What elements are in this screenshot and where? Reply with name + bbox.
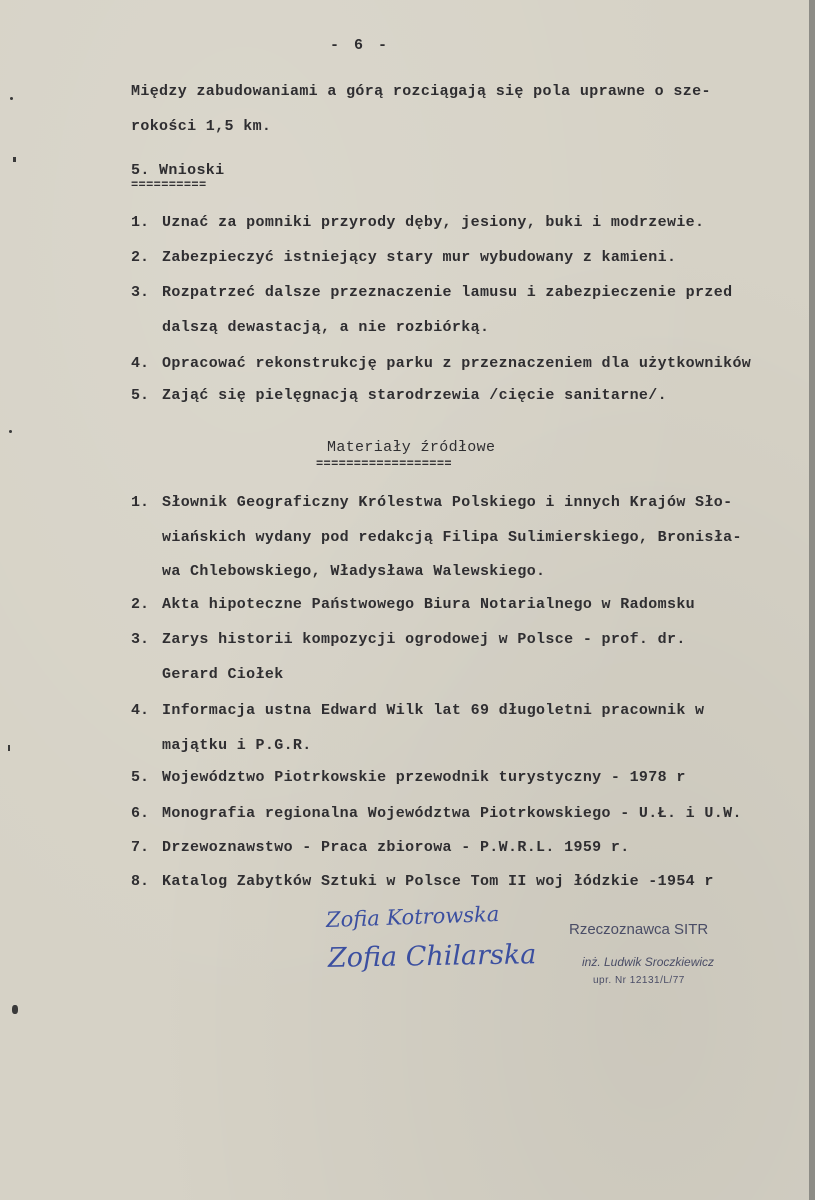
source-3-line-1: Zarys historii kompozycji ogrodowej w Polsce - prof. dr. [162,631,686,648]
conclusion-3-line-1: Rozpatrzeć dalsze przeznaczenie lamusu i zabezpieczenie przed [162,284,733,301]
source-3-line-2: Gerard Ciołek [162,666,284,683]
conclusion-4-number: 4. [131,355,150,372]
handwritten-signature-2: Zofia Chilarska [327,939,537,974]
source-2-line-1: Akta hipoteczne Państwowego Biura Notarialnego w Radomsku [162,596,696,613]
source-4-line-1: Informacja ustna Edward Wilk lat 69 długoletni pracownik w [162,702,705,719]
source-1-line-3: wa Chlebowskiego, Władysława Walewskiego. [162,563,546,580]
source-4-number: 4. [131,702,150,719]
conclusions-heading-underline: ========== [131,178,207,192]
source-8-line-1: Katalog Zabytków Sztuki w Polsce Tom II woj łódzkie -1954 r [162,873,714,890]
conclusion-4-line-1: Opracować rekonstrukcję parku z przeznaczeniem dla użytkowników [162,355,752,372]
source-7-line-1: Drzewoznawstwo - Praca zbiorowa - P.W.R.L. 1959 r. [162,839,630,856]
handwritten-signature-1: Zofia Kotrowska [325,901,500,933]
intro-line-1: Między zabudowaniami a górą rozciągają się pola uprawne o sze- [131,83,711,100]
conclusion-2-line-1: Zabezpieczyć istniejący stary mur wybudowany z kamieni. [162,249,677,266]
conclusions-heading: 5. Wnioski [131,162,225,179]
source-1-number: 1. [131,494,150,511]
source-2-number: 2. [131,596,150,613]
conclusion-1-line-1: Uznać za pomniki przyrody dęby, jesiony, buki i modrzewie. [162,214,705,231]
page-edge [809,0,815,1200]
source-6-number: 6. [131,805,150,822]
source-5-line-1: Województwo Piotrkowskie przewodnik turystyczny - 1978 r [162,769,686,786]
source-6-line-1: Monografia regionalna Województwa Piotrkowskiego - U.Ł. i U.W. [162,805,742,822]
source-4-line-2: majątku i P.G.R. [162,737,312,754]
margin-speck [10,97,13,100]
source-3-number: 3. [131,631,150,648]
sources-heading-underline: ================== [316,457,452,471]
conclusion-5-number: 5. [131,387,150,404]
page-number: - 6 - [330,37,391,54]
source-1-line-2: wiańskich wydany pod redakcją Filipa Sulimierskiego, Bronisła- [162,529,742,546]
margin-speck [13,157,16,162]
conclusion-5-line-1: Zająć się pielęgnacją starodrzewia /cięcie sanitarne/. [162,387,667,404]
source-1-line-1: Słownik Geograficzny Królestwa Polskiego i innych Krajów Sło- [162,494,733,511]
margin-speck [12,1005,18,1014]
conclusion-2-number: 2. [131,249,150,266]
conclusion-3-line-2: dalszą dewastacją, a nie rozbiórką. [162,319,490,336]
intro-line-2: rokości 1,5 km. [131,118,272,135]
conclusion-1-number: 1. [131,214,150,231]
margin-speck [9,430,12,433]
stamp-number: upr. Nr 12131/L/77 [593,975,685,986]
source-7-number: 7. [131,839,150,856]
source-5-number: 5. [131,769,150,786]
stamp-title: Rzeczoznawca SITR [569,921,709,938]
margin-speck [8,745,10,751]
source-8-number: 8. [131,873,150,890]
conclusion-3-number: 3. [131,284,150,301]
stamp-name: inż. Ludwik Sroczkiewicz [582,955,715,969]
sources-heading: Materiały źródłowe [327,439,496,456]
